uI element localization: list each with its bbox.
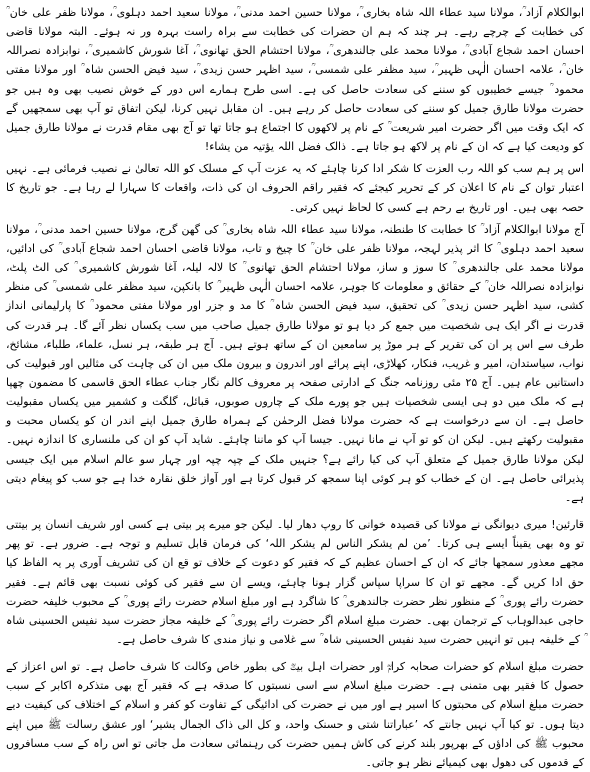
paragraph-4: قارئین! میری دیوانگی نے مولانا کی قصیدہ خوانی کا روپ دھار لیا۔ لیکن جو میرے پر بیتی ہے کسی اور شریف انسان پر بیتتی تو وہ بھی یقیناً ایسے ہی کرتا۔ ’من لم یشکر الناس لم یشکر اللہ‘ کی فرمان قابل تسلیم و توجہ ہے۔ ضرور ہے۔ تو پھر مجھے معذور سمجھا جائے کہ ان کے احسان عظیم کے کہ فقیر کو دعوت کے خلاف تو قع ان کی تشریف آوری پر یہ الفاظ کیا حق ادا کریں گے۔ مجھے تو ان کا سراپا سپاس گزار ہونا چاہئے، ویسے ان سے فقیر کی کوئی نسبت بھی قائم ہے۔ فقیر حضرت رائے پوری ؒ کے منظور نظر حضرت جالندھری ؒ کا شاگرد ہے اور مبلغ اسلام حضرت رائے پوری ؒ کے محبوب خلیفہ حضرت حاجی عبدالوہاب کے ترجمان بھی۔ حضرت مبلغ اسلام اگر حضرت رائے پوری ؒ کے خلیفہ مجاز حضرت سید نفیس الحسینی شاہ ؒ کے خلیفہ ہیں تو انہیں حضرت سید نفیس الحسینی شاہ ؒ سے غلامی و نیاز مندی کا شرف حاصل ہے۔ [6, 518, 584, 646]
paragraph-5: حضرت مبلغ اسلام کو حضرات صحابہ کرامؓ اور حضرات اہل بیتؓ کی بطور خاص وکالت کا شرف حاصل ہے۔ تو اس اعزاز کے حصول کا فقیر بھی متمنی ہے۔ حضرت مبلغ اسلام سے اسی نسبتوں کا صدقہ ہے کہ فقیر آج بھی متذکرہ اکابر کے سبب حضرت مبلغ اسلام کی محبتوں کا اسیر ہے اور میں نے حضرت کی ادائیگی کے تفاوت کو کفر و اسلام کے اختلاف کی کیفیت دیے دیتا ہوں۔ تو کیا آپ نہیں جانتے کہ ’عباراتنا شتی و حسنک واحد، و کل الی ذاک الجمال یشیر‘ اور عشق رسالت ﷺ میں اپنے محبوب ﷺ کی اداؤں کے بھرپور بلند کرنے کی کاش ہمیں حضرت کی رہنمائی سعادت مل جاتی تو اس راہ کے سب مسافروں کے قدموں کی دھول بھی کیمیائے نظر ہو جاتی۔ [6, 660, 584, 769]
paragraph-2: اس پر ہم سب کو اللہ رب العزت کا شکر ادا کرنا چاہئے کہ یہ عزت آپ کے مسلک کو اللہ تعالیٰ نے نصیب فرمائی ہے۔ نہیں اعتبار توان کے نام کا اعلان کر کے تحریر کیجئے کہ فقیر راقم الحروف ان کی ذات، واقعات کا سہارا لے رہا ہے۔ جو تاریخ کا حصہ بھی ہیں۔ اور تاریخ بے رحم ہے کسی کا لحاظ نہیں کرتی۔ [6, 162, 584, 214]
paragraph-1: ابوالکلام آزاد ؒ، مولانا سید عطاء اللہ شاہ بخاری ؒ، مولانا حسین احمد مدنی ؒ، مولانا سعید احمد دہلوی ؒ، مولانا ظفر علی خان ؒ کی خطابت کے چرچے رہے۔ ہر چند کہ ہم ان حضرات کی خطابت سے براہ راست بہرہ ور نہ ہوئے۔ البتہ مولانا قاضی احسان احمد شجاع آبادی ؒ، مولانا محمد علی جالندھری ؒ، مولانا احتشام الحق تھانوی ؒ، آغا شورش کاشمیری ؒ، نوابزادہ نصراللہ خان ؒ، علامہ احسان الٰہی ظہیر ؒ، سید مظفر علی شمسی ؒ، سید اظہر حسن زیدی ؒ، سید فیض الحسن شاہ ؒ اور مولانا مفتی محمود ؒ جیسے خطیبوں کو سننے کی سعادت حاصل کی ہے۔ اسی طرح ہمارے اس دور کے خوش نصیب بھی وہ ہیں جو حضرت مولانا طارق جمیل کو سننے کی سعادت حاصل کر رہے ہیں۔ ان مقابل نہیں کرنا، لیکن اتفاق تو آپ بھی سمجھیں گے کہ ایک وقت میں اگر حضرت امیر شریعت ؒ کے نام پر لاکھوں کا اجتماع ہو جاتا تھا تو آج بھی مقام قدرت نے مولانا طارق جمیل کو ودیعت کیا ہے کہ ان کے نام پر لاکھ ہو جاتا ہے۔ ذالک فضل اللہ یؤتیہ من یشاء! [6, 6, 584, 154]
paragraph-3: آج مولانا ابوالکلام آزاد ؒ کا خطابت کا طنطنہ، مولانا سید عطاء اللہ شاہ بخاری ؒ کی گھن گرج، مولانا حسین احمد مدنی ؒ، مولانا سعید احمد دہلوی ؒ کا اثر پذیر لہجہ، مولانا ظفر علی خان ؒ کا چیخ و تاب، مولانا قاضی احسان احمد شجاع آبادی ؒ کی ادائیں، مولانا محمد علی جالندھری ؒ کا سوز و ساز، مولانا احتشام الحق تھانوی ؒ کا لالہ لیلہ، آغا شورش کاشمیری ؒ کی الٹ پلٹ، نوابزادہ نصراللہ خان ؒ کے حقائق و معلومات کا جوہر، علامہ احسان الٰہی ظہیر ؒ کا بانکپن، سید مظفر علی شمسی ؒ کی منظر کشی، سید اظہر حسن زیدی ؒ کی تحقیق، سید فیض الحسن شاہ ؒ کا مد و جزر اور مولانا مفتی محمود ؒ کا پارلیمانی انداز قدرت نے اگر ایک ہی شخصیت میں جمع کر دیا ہو تو مولانا طارق جمیل صاحب میں سب یکساں نظر آئے گا۔ ہر قدرت کی طرف سے اس پر ان کی تقریر کے ہر موڑ پر سامعین ان کے ساتھ ہوتے ہیں۔ آج ہر طبقہ، ہر نسل، علماء، طلباء، مشائخ، نواب، سیاستدان، امیر و غریب، فنکار، کھلاڑی، اپنے پرائے اور اندرون و بیرون ملک میں ان کی چاہت کی مثالیں اور قبولیت کی داستانیں عام ہیں۔ آج ۲۵ مئی روزنامہ جنگ کے ادارتی صفحہ پر معروف کالم نگار جناب عطاء الحق قاسمی کا مضمون چھپا ہے کہ ملک میں دو ہی ایسی شخصیات ہیں جو پورے ملک کے چاروں صوبوں، قبائل، گلگت و کشمیر میں یکساں مقبولیت حاصل ہے۔ ان سے درخواست ہے کہ حضرت مولانا فضل الرحمٰن کے ہمراہ طارق جمیل اپنے اندر ان کو یکساں محبت و مقبولیت رکھتے ہیں۔ لیکن ان کو تو آپ نے مانا نہیں۔ جیسا آپ کو ماننا چاہئے۔ شاید آپ کو ان کی ملنساری کا اندازہ نہیں۔ لیکن مولانا طارق جمیل کے متعلق آپ کی کیا رائے ہے؟ جنہیں ملک کے چپہ چپہ اور چہار سو عالم اسلام میں ایک جیسی پذیرائی حاصل ہے۔ ان کے خطاب کو ہر کوئی اپنا سمجھ کر قبول کرتا ہے اور آواز خلق نقارہ خدا ہے جو سب کو پیغام دیتی ہے۔ [6, 222, 584, 504]
